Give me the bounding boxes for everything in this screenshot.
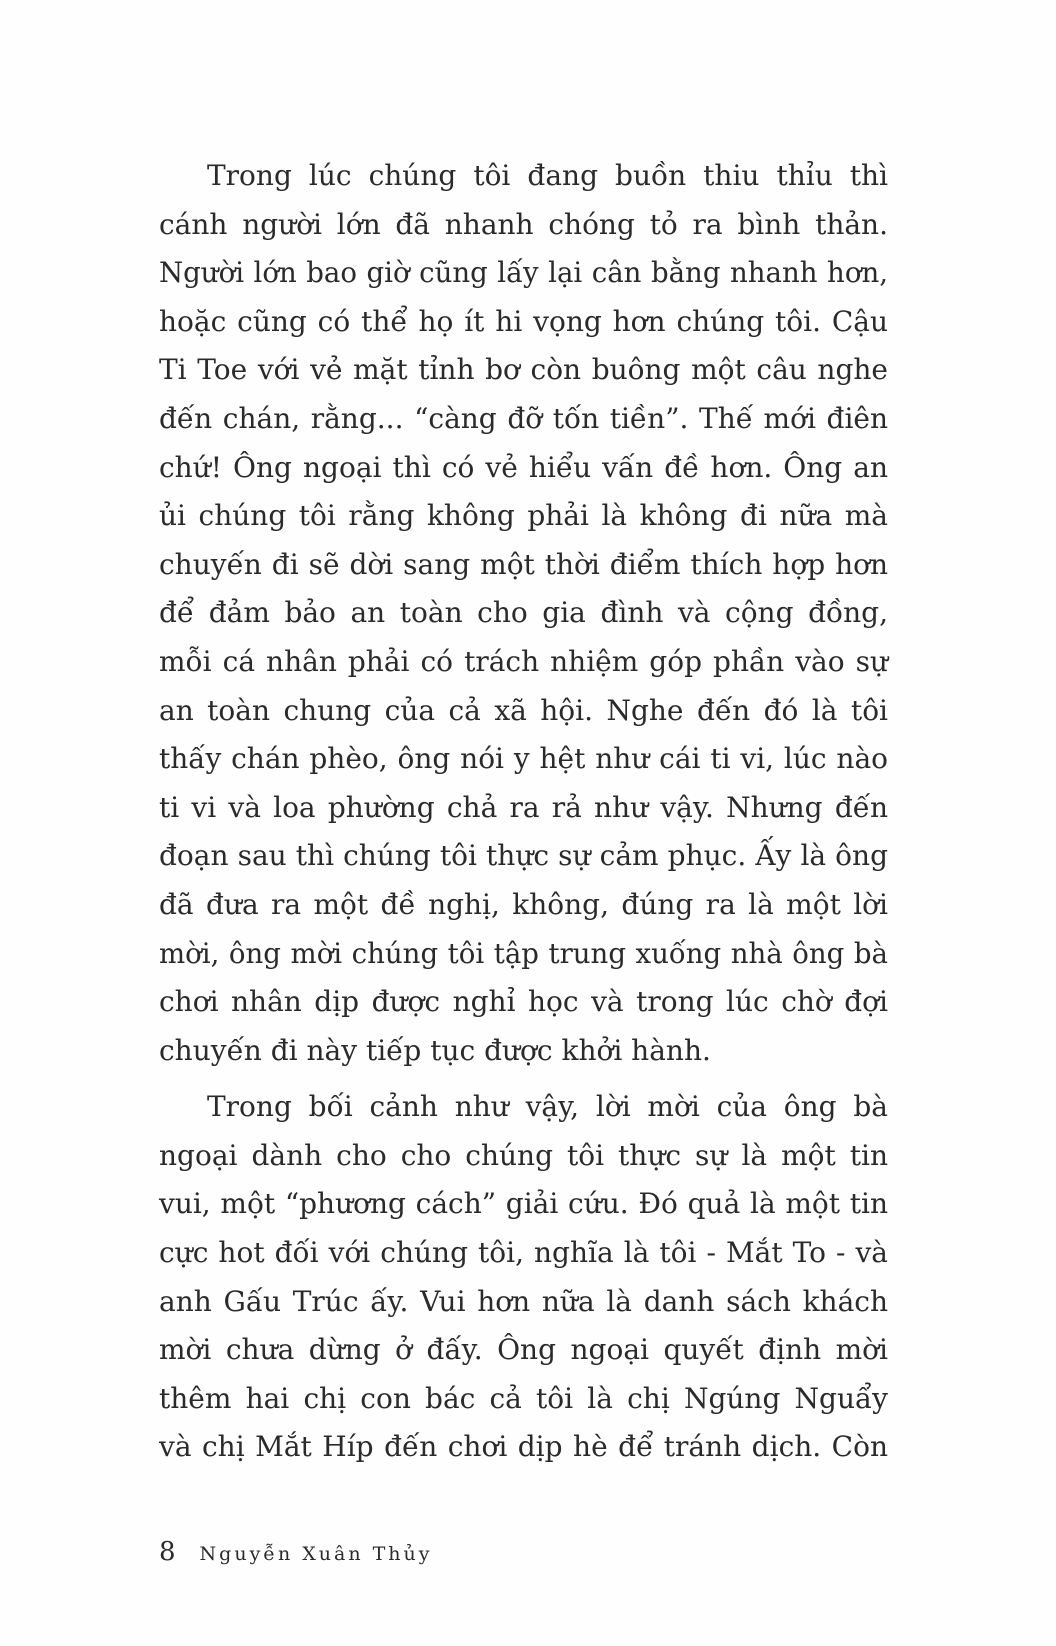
text-line: chứ! Ông ngoại thì có vẻ hiểu vấn đề hơn. Ông an (159, 450, 888, 484)
text-line: chuyến đi sẽ dời sang một thời điểm thích hợp hơn (159, 547, 888, 581)
text-line: mỗi cá nhân phải có trách nhiệm góp phần vào sự (159, 644, 888, 678)
paragraph-2 (159, 1083, 888, 1472)
text-line: mời chưa dừng ở đấy. Ông ngoại quyết định mời (159, 1333, 888, 1367)
text-line: ủi chúng tôi rằng không phải là không đi nữa mà (159, 499, 888, 533)
text-line: chơi nhân dịp được nghỉ học và trong lúc chờ đợi (159, 985, 888, 1019)
text-line: ngoại dành cho cho chúng tôi thực sự là một tin (159, 1138, 888, 1172)
text-line: và chị Mắt Híp đến chơi dịp hè để tránh dịch. Còn (159, 1430, 888, 1464)
text-line: thấy chán phèo, ông nói y hệt như cái ti vi, lúc nào (159, 742, 888, 776)
text-line: hoặc cũng có thể họ ít hi vọng hơn chúng tôi. Cậu (159, 304, 888, 338)
text-line: an toàn chung của cả xã hội. Nghe đến đó là tôi (159, 693, 888, 727)
text-line: đến chán, rằng... “càng đỡ tốn tiền”. Thế mới điên (159, 401, 888, 435)
page-number: 8 (159, 1537, 176, 1567)
text-line: mời, ông mời chúng tôi tập trung xuống nhà ông bà (159, 936, 888, 970)
text-line: cực hot đối với chúng tôi, nghĩa là tôi - Mắt To - và (159, 1236, 888, 1270)
paragraph-1 (159, 152, 888, 1075)
text-line: Ti Toe với vẻ mặt tỉnh bơ còn buông một câu nghe (159, 353, 888, 387)
text-line: anh Gấu Trúc ấy. Vui hơn nữa là danh sách khách (159, 1284, 888, 1318)
page-footer (159, 1537, 433, 1567)
text-line: vui, một “phương cách” giải cứu. Đó quả là một tin (159, 1187, 888, 1221)
text-line: Người lớn bao giờ cũng lấy lại cân bằng nhanh hơn, (159, 256, 888, 290)
text-line: thêm hai chị con bác cả tôi là chị Ngúng Nguẩy (159, 1381, 888, 1415)
text-line: Trong lúc chúng tôi đang buồn thiu thỉu thì (207, 159, 888, 192)
text-line: đã đưa ra một đề nghị, không, đúng ra là một lời (159, 887, 888, 921)
body-text (159, 152, 888, 1480)
author-name: Nguyễn Xuân Thủy (199, 1543, 433, 1565)
text-line: ti vi và loa phường chả ra rả như vậy. Nhưng đến (159, 790, 888, 824)
text-line: chuyến đi này tiếp tục được khởi hành. (159, 1033, 711, 1067)
text-line: Trong bối cảnh như vậy, lời mời của ông bà (207, 1090, 888, 1124)
text-line: để đảm bảo an toàn cho gia đình và cộng đồng, (159, 596, 888, 630)
text-line: cánh người lớn đã nhanh chóng tỏ ra bình thản. (159, 207, 888, 241)
text-line: đoạn sau thì chúng tôi thực sự cảm phục. Ấy là ông (159, 839, 888, 873)
